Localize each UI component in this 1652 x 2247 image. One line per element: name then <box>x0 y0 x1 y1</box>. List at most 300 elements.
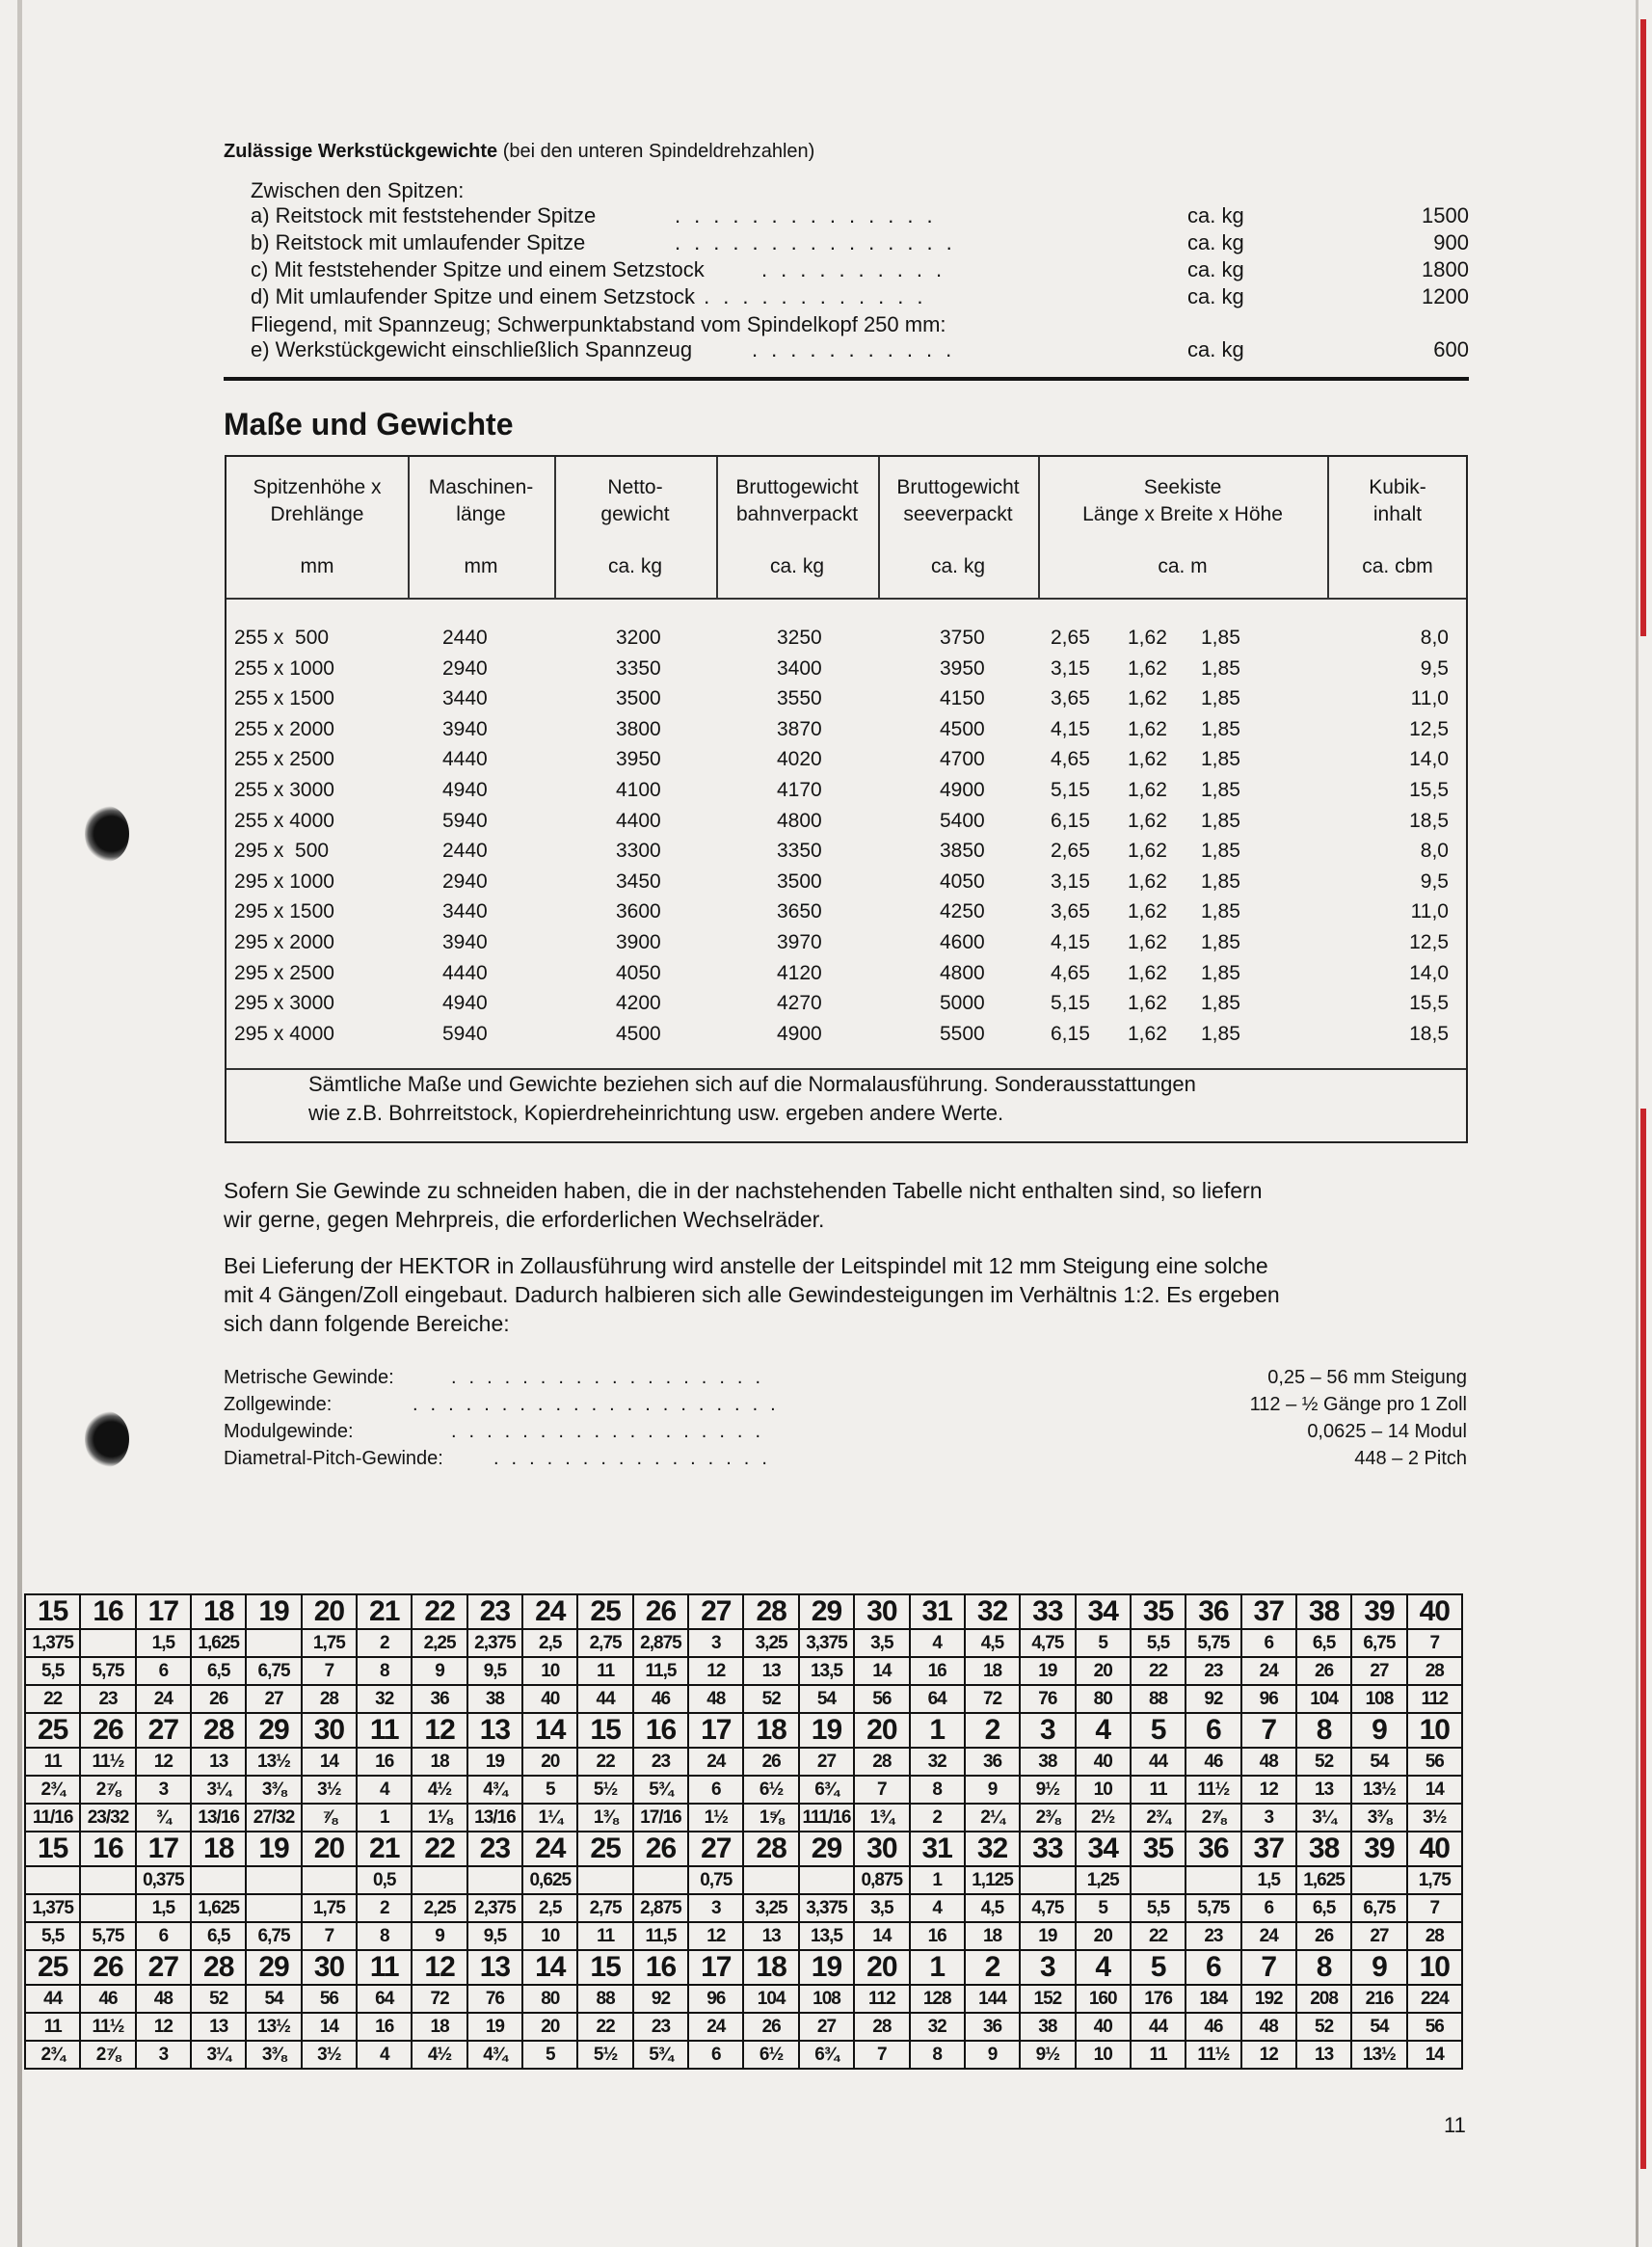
gear-cell: 22 <box>1131 1657 1186 1685</box>
table-cell: 3440 <box>442 687 488 710</box>
gear-cell: 208 <box>1296 1985 1351 2013</box>
gear-cell: 13½ <box>1351 2041 1406 2069</box>
gear-cell: 4½ <box>412 1776 466 1804</box>
table-cell: 15,5 <box>1409 779 1449 801</box>
gear-cell: 24 <box>522 1594 577 1629</box>
table-cell: 295 x 3000 <box>234 992 334 1015</box>
gear-cell: 11 <box>25 2013 80 2041</box>
gear-cell: 2⅞ <box>80 1776 135 1804</box>
gear-row-pitch <box>25 1922 1462 1950</box>
gear-cell: 9 <box>412 1657 466 1685</box>
gear-cell: 11 <box>1131 2041 1186 2069</box>
gear-cell: 2,5 <box>522 1629 577 1657</box>
table-cell: 5000 <box>940 992 985 1015</box>
gear-cell: 32 <box>965 1832 1020 1866</box>
table-cell: 4200 <box>616 992 661 1015</box>
gear-cell: 4 <box>910 1894 965 1922</box>
weights-intro: Zwischen den Spitzen: <box>251 178 465 202</box>
table-cell: 3250 <box>777 627 822 649</box>
gear-cell: 13 <box>1296 1776 1351 1804</box>
gear-cell: 1,5 <box>136 1894 191 1922</box>
red-edge-mark <box>1640 19 1646 636</box>
gear-cell: 38 <box>1296 1832 1351 1866</box>
table-cell: 3350 <box>616 656 661 680</box>
gear-cell <box>246 1866 301 1894</box>
column-unit: mm <box>300 555 334 577</box>
gear-cell: 36 <box>965 2013 1020 2041</box>
column-header: Bruttogewicht bahnverpackt <box>735 476 859 525</box>
gear-cell: 9 <box>1351 1713 1406 1748</box>
gear-cell: 23 <box>1186 1657 1240 1685</box>
table-cell: 4150 <box>940 687 985 710</box>
table-cell: 1,62 <box>1128 992 1167 1015</box>
table-cell: 15,5 <box>1409 992 1449 1015</box>
gear-cell: 5,75 <box>1186 1629 1240 1657</box>
table-cell: 4600 <box>940 931 985 953</box>
gear-cell: 26 <box>1296 1922 1351 1950</box>
gear-cell: 184 <box>1186 1985 1240 2013</box>
gear-cell: 7 <box>854 1776 909 1804</box>
gear-cell: 11 <box>357 1950 412 1985</box>
gear-cell: 13 <box>1296 2041 1351 2069</box>
table-cell: 295 x 2500 <box>234 961 334 984</box>
gear-cell: 6 <box>1241 1894 1296 1922</box>
section-rule <box>224 377 1469 381</box>
gear-cell: 16 <box>80 1832 135 1866</box>
gear-cell: 2,375 <box>467 1629 522 1657</box>
gear-cell: 8 <box>910 1776 965 1804</box>
dimensions-table <box>225 455 1468 1143</box>
gear-cell: 2,75 <box>577 1629 632 1657</box>
gear-cell: 7 <box>1407 1894 1462 1922</box>
gear-cell: 18 <box>191 1594 246 1629</box>
leader-dots: .................. <box>451 1367 774 1388</box>
gear-cell: 19 <box>467 1748 522 1776</box>
table-cell: 11,0 <box>1410 687 1449 710</box>
gear-cell: 14 <box>854 1657 909 1685</box>
gear-cell: 38 <box>1020 1748 1075 1776</box>
gear-cell: 54 <box>799 1685 854 1713</box>
gear-cell: 76 <box>1020 1685 1075 1713</box>
table-rule <box>226 598 1466 600</box>
gear-cell: 22 <box>412 1594 466 1629</box>
gear-cell: 2,75 <box>577 1894 632 1922</box>
gear-cell: 224 <box>1407 1985 1462 2013</box>
gear-row-pitch <box>25 1685 1462 1713</box>
gear-cell: 46 <box>1186 2013 1240 2041</box>
gear-cell <box>302 1866 357 1894</box>
gear-cell: 11½ <box>1186 1776 1240 1804</box>
gear-cell: 80 <box>522 1985 577 2013</box>
gear-cell: 3 <box>136 2041 191 2069</box>
gear-cell: 4½ <box>412 2041 466 2069</box>
gear-cell: 5,5 <box>25 1657 80 1685</box>
column-header: Kubik- inhalt <box>1369 476 1426 525</box>
gear-cell: 3 <box>1020 1950 1075 1985</box>
gear-cell: 6,75 <box>1351 1894 1406 1922</box>
gear-cell: 56 <box>302 1985 357 2013</box>
gear-cell: 25 <box>25 1713 80 1748</box>
gear-cell: 1,5 <box>136 1629 191 1657</box>
table-cell: 3500 <box>616 687 661 710</box>
gear-cell: 96 <box>1241 1685 1296 1713</box>
weights-row-value: 900 <box>1433 230 1469 254</box>
gear-cell: 10 <box>1407 1713 1462 1748</box>
table-cell: 1,85 <box>1201 931 1240 953</box>
gear-cell: 64 <box>357 1985 412 2013</box>
column-header: Bruttogewicht seeverpackt <box>896 476 1020 525</box>
gear-cell: 11,5 <box>633 1922 688 1950</box>
gear-cell: 29 <box>799 1832 854 1866</box>
table-cell: 6,15 <box>1051 809 1090 832</box>
gear-cell: 104 <box>743 1985 798 2013</box>
range-value: 0,25 – 56 mm Steigung <box>1267 1367 1467 1388</box>
gear-cell: 36 <box>1186 1832 1240 1866</box>
gear-cell: 27/32 <box>246 1804 301 1832</box>
gear-cell: 5,5 <box>1131 1894 1186 1922</box>
gear-cell: 1,625 <box>1296 1866 1351 1894</box>
gear-cell: 30 <box>854 1832 909 1866</box>
gear-cell: 6,75 <box>246 1657 301 1685</box>
range-value: 448 – 2 Pitch <box>1354 1448 1467 1469</box>
table-cell: 3200 <box>616 627 661 649</box>
gear-cell: 14 <box>1407 2041 1462 2069</box>
weights-row-unit: ca. kg <box>1187 230 1244 254</box>
gear-cell: 20 <box>302 1832 357 1866</box>
gear-cell: 27 <box>799 2013 854 2041</box>
gear-cell: 52 <box>1296 2013 1351 2041</box>
table-cell: 5400 <box>940 809 985 832</box>
gear-table <box>24 1593 1463 2070</box>
table-cell: 4500 <box>940 717 985 740</box>
gear-cell: 14 <box>854 1922 909 1950</box>
gear-cell: 56 <box>1407 1748 1462 1776</box>
gear-cell: 5 <box>1131 1713 1186 1748</box>
weights-row-label: a) Reitstock mit feststehender Spitze <box>251 203 597 227</box>
gear-cell: 6 <box>1186 1950 1240 1985</box>
gear-cell: 24 <box>136 1685 191 1713</box>
gear-cell: 3½ <box>1407 1804 1462 1832</box>
gear-cell: 1,375 <box>25 1894 80 1922</box>
gear-cell: 10 <box>522 1657 577 1685</box>
gear-cell: 3,25 <box>743 1629 798 1657</box>
gear-cell: 14 <box>522 1713 577 1748</box>
weights-row-label: d) Mit umlaufender Spitze und einem Setzstock <box>251 284 696 308</box>
weights-row-label: c) Mit feststehender Spitze und einem Setzstock <box>251 257 705 281</box>
gear-row-pitch <box>25 1629 1462 1657</box>
table-cell: 295 x 1500 <box>234 900 334 923</box>
gear-cell: 40 <box>522 1685 577 1713</box>
gear-cell: 38 <box>1020 2013 1075 2041</box>
table-cell: 3,15 <box>1051 656 1090 680</box>
table-cell: 255 x 500 <box>234 627 330 649</box>
leader-dots: ................ <box>493 1448 780 1469</box>
table-cell: 1,62 <box>1128 687 1167 710</box>
gear-cell: 36 <box>1186 1594 1240 1629</box>
gear-cell: 27 <box>1351 1657 1406 1685</box>
gear-cell: 11 <box>1131 1776 1186 1804</box>
gear-cell: 12 <box>1241 1776 1296 1804</box>
gear-cell: 72 <box>412 1985 466 2013</box>
weights-row-value: 600 <box>1433 337 1469 361</box>
gear-cell: 19 <box>799 1713 854 1748</box>
table-cell: 255 x 2500 <box>234 748 334 771</box>
table-cell: 3950 <box>616 748 661 771</box>
weights-row-value: 1800 <box>1422 257 1469 281</box>
gear-cell: 26 <box>743 2013 798 2041</box>
gear-cell: 3¼ <box>1296 1804 1351 1832</box>
table-cell: 1,85 <box>1201 869 1240 893</box>
table-cell: 1,85 <box>1201 900 1240 923</box>
table-cell: 4700 <box>940 748 985 771</box>
gear-cell: 92 <box>1186 1685 1240 1713</box>
gear-cell: 6 <box>1241 1629 1296 1657</box>
gear-row-teeth <box>25 1594 1462 1629</box>
gear-cell: 19 <box>246 1594 301 1629</box>
gear-cell: 4 <box>357 2041 412 2069</box>
column-unit: ca. cbm <box>1362 555 1433 577</box>
gear-cell: 20 <box>1076 1922 1131 1950</box>
gear-cell: 19 <box>1020 1922 1075 1950</box>
gear-cell: 10 <box>1076 2041 1131 2069</box>
gear-cell: 3 <box>1241 1804 1296 1832</box>
table-cell: 2,65 <box>1051 840 1090 863</box>
gear-cell: 24 <box>688 2013 743 2041</box>
gear-cell: 17 <box>688 1713 743 1748</box>
gear-cell: 35 <box>1131 1832 1186 1866</box>
gear-cell <box>1131 1866 1186 1894</box>
gear-cell: 19 <box>246 1832 301 1866</box>
table-cell: 14,0 <box>1409 961 1449 984</box>
leader-dots: ............... <box>675 230 966 254</box>
gear-cell: 12 <box>688 1922 743 1950</box>
gear-cell: 40 <box>1407 1832 1462 1866</box>
table-cell: 5,15 <box>1051 992 1090 1015</box>
gear-cell <box>577 1866 632 1894</box>
range-row <box>224 1367 1467 1394</box>
page-number: 11 <box>1444 2113 1466 2137</box>
gear-cell <box>412 1866 466 1894</box>
gear-cell: 3,5 <box>854 1629 909 1657</box>
table-cell: 14,0 <box>1409 748 1449 771</box>
gear-cell: 52 <box>191 1985 246 2013</box>
weights-row-unit: ca. kg <box>1187 257 1244 281</box>
gear-cell: 5,5 <box>25 1922 80 1950</box>
table-cell: 1,62 <box>1128 779 1167 801</box>
gear-cell: 27 <box>246 1685 301 1713</box>
gear-cell: 29 <box>246 1713 301 1748</box>
gear-cell <box>743 1866 798 1894</box>
gear-cell: 3¼ <box>191 2041 246 2069</box>
gear-cell: 1,375 <box>25 1629 80 1657</box>
weights-row-unit: ca. kg <box>1187 337 1244 361</box>
gear-cell: 12 <box>136 2013 191 2041</box>
gear-cell: 28 <box>743 1832 798 1866</box>
gear-cell: 14 <box>302 1748 357 1776</box>
gear-cell <box>799 1866 854 1894</box>
gear-cell: 23 <box>633 1748 688 1776</box>
gear-cell: 26 <box>743 1748 798 1776</box>
gear-row-teeth <box>25 1950 1462 1985</box>
gear-cell: 13 <box>743 1657 798 1685</box>
gear-cell: 18 <box>412 1748 466 1776</box>
table-cell: 4440 <box>442 748 488 771</box>
weights-title-bold: Zulässige Werkstückgewichte <box>224 141 498 162</box>
gear-cell: 46 <box>80 1985 135 2013</box>
gear-cell: 111/16 <box>799 1804 854 1832</box>
gear-cell: 15 <box>577 1950 632 1985</box>
gear-cell: 11,5 <box>633 1657 688 1685</box>
table-cell: 5940 <box>442 1022 488 1045</box>
table-cell: 11,0 <box>1410 900 1449 923</box>
table-cell: 1,85 <box>1201 840 1240 863</box>
gear-cell: 108 <box>799 1985 854 2013</box>
gear-cell: 16 <box>633 1950 688 1985</box>
gear-cell: 4,75 <box>1020 1629 1075 1657</box>
range-row <box>224 1421 1467 1448</box>
table-cell: 1,62 <box>1128 1022 1167 1045</box>
gear-cell <box>246 1894 301 1922</box>
gear-cell: 26 <box>80 1713 135 1748</box>
table-cell: 1,85 <box>1201 779 1240 801</box>
gear-cell: 11 <box>577 1922 632 1950</box>
gear-cell: 22 <box>1131 1922 1186 1950</box>
gear-cell: 2 <box>965 1950 1020 1985</box>
gear-row-pitch <box>25 1804 1462 1832</box>
table-cell: 1,62 <box>1128 931 1167 953</box>
gear-cell: 17 <box>688 1950 743 1985</box>
gear-cell: 16 <box>357 2013 412 2041</box>
gear-cell: 40 <box>1076 1748 1131 1776</box>
gear-cell: 2 <box>910 1804 965 1832</box>
gear-cell: 3,375 <box>799 1629 854 1657</box>
gear-cell: 13½ <box>246 2013 301 2041</box>
table-cell: 255 x 4000 <box>234 809 334 832</box>
gear-cell: 23 <box>467 1832 522 1866</box>
gear-cell: 3,375 <box>799 1894 854 1922</box>
table-cell: 1,62 <box>1128 840 1167 863</box>
table-cell: 3900 <box>616 931 661 953</box>
gear-cell: 1,5 <box>1241 1866 1296 1894</box>
gear-cell <box>80 1894 135 1922</box>
gear-cell: 52 <box>1296 1748 1351 1776</box>
gear-cell: 9,5 <box>467 1922 522 1950</box>
gear-cell: 13,5 <box>799 1657 854 1685</box>
gear-cell: 6½ <box>743 1776 798 1804</box>
gear-cell: 46 <box>1186 1748 1240 1776</box>
table-cell: 5940 <box>442 809 488 832</box>
gear-cell: 17/16 <box>633 1804 688 1832</box>
table-cell: 9,5 <box>1420 656 1449 680</box>
leader-dots: .......... <box>761 257 956 281</box>
gear-cell: 11½ <box>80 1748 135 1776</box>
gear-cell: 2,25 <box>412 1629 466 1657</box>
gear-cell: 11 <box>25 1748 80 1776</box>
gear-cell: 26 <box>80 1950 135 1985</box>
gear-cell: 22 <box>412 1832 466 1866</box>
gear-cell: 2,375 <box>467 1894 522 1922</box>
gear-row-pitch <box>25 1894 1462 1922</box>
gear-cell: 56 <box>1407 2013 1462 2041</box>
gear-cell: 28 <box>854 1748 909 1776</box>
gear-cell: 32 <box>357 1685 412 1713</box>
gear-cell: 9 <box>965 2041 1020 2069</box>
gear-cell <box>191 1866 246 1894</box>
table-cell: 3970 <box>777 931 822 953</box>
table-cell: 3870 <box>777 717 822 740</box>
gear-cell: 5½ <box>577 2041 632 2069</box>
weights-title <box>224 141 814 163</box>
gear-cell: 36 <box>412 1685 466 1713</box>
gear-cell: 8 <box>357 1922 412 1950</box>
gear-cell: 15 <box>25 1594 80 1629</box>
table-cell: 3940 <box>442 931 488 953</box>
gear-cell: 27 <box>688 1832 743 1866</box>
table-cell: 4170 <box>777 779 822 801</box>
gear-cell: 20 <box>302 1594 357 1629</box>
weights-row-unit: ca. kg <box>1187 203 1244 227</box>
gear-cell: 3,5 <box>854 1894 909 1922</box>
gear-cell <box>246 1629 301 1657</box>
gear-cell: 6,75 <box>246 1922 301 1950</box>
gear-cell: 40 <box>1076 2013 1131 2041</box>
weights-row <box>251 257 1469 283</box>
gear-cell: 14 <box>1407 1776 1462 1804</box>
weights-row <box>251 284 1469 310</box>
gear-cell: 1,75 <box>1407 1866 1462 1894</box>
gear-cell: 6¾ <box>799 2041 854 2069</box>
gear-cell: 6,5 <box>191 1922 246 1950</box>
gear-cell: 4 <box>357 1776 412 1804</box>
gear-cell: 6 <box>136 1922 191 1950</box>
gear-cell: 1,125 <box>965 1866 1020 1894</box>
gear-cell: 6 <box>136 1657 191 1685</box>
gear-cell: 23 <box>1186 1922 1240 1950</box>
column-unit: ca. kg <box>769 555 825 577</box>
table-cell: 255 x 3000 <box>234 779 334 801</box>
weights-row-e <box>251 337 1469 363</box>
gear-cell: 176 <box>1131 1985 1186 2013</box>
gear-cell <box>1020 1866 1075 1894</box>
table-cell: 295 x 500 <box>234 840 330 863</box>
gear-cell: 13 <box>191 1748 246 1776</box>
gear-cell: 7 <box>1241 1950 1296 1985</box>
gear-cell: 18 <box>743 1950 798 1985</box>
table-cell: 2440 <box>442 840 488 863</box>
gear-cell: 15 <box>25 1832 80 1866</box>
gear-cell: 13 <box>467 1950 522 1985</box>
table-cell: 18,5 <box>1409 1022 1449 1045</box>
gear-cell: 1,75 <box>302 1629 357 1657</box>
gear-cell: 44 <box>1131 1748 1186 1776</box>
gear-cell: 2⅞ <box>80 2041 135 2069</box>
gear-cell: 13,5 <box>799 1922 854 1950</box>
gear-cell: 22 <box>577 2013 632 2041</box>
gear-cell: 16 <box>633 1713 688 1748</box>
gear-cell: 92 <box>633 1985 688 2013</box>
gear-row-pitch <box>25 1985 1462 2013</box>
table-cell: 3500 <box>777 869 822 893</box>
gear-cell: 3 <box>1020 1713 1075 1748</box>
gear-cell: 35 <box>1131 1594 1186 1629</box>
gear-cell: 12 <box>136 1748 191 1776</box>
gear-cell: 6,5 <box>191 1657 246 1685</box>
table-cell: 12,5 <box>1409 717 1449 740</box>
table-cell: 3,65 <box>1051 687 1090 710</box>
table-cell: 3600 <box>616 900 661 923</box>
gear-cell: 13 <box>467 1713 522 1748</box>
gear-cell: 44 <box>1131 2013 1186 2041</box>
